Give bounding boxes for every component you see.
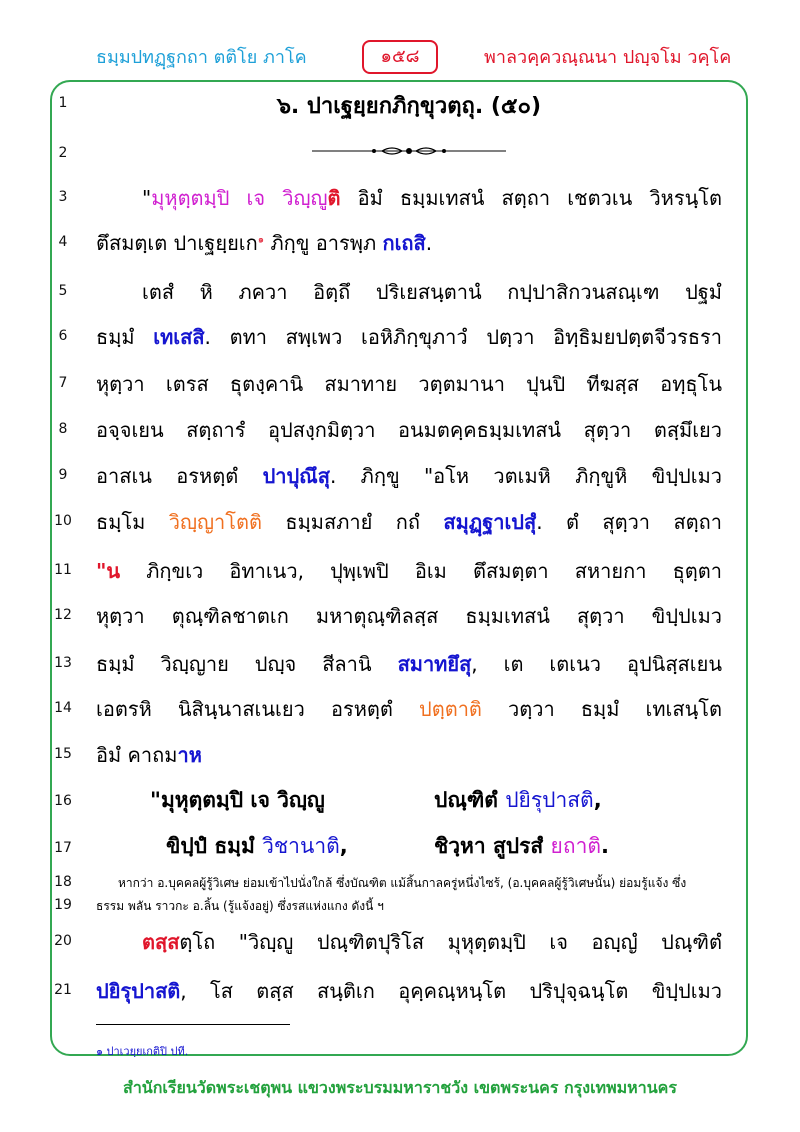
line-number: 1 bbox=[58, 95, 68, 111]
verse-line-2b: ชิวฺหา สูปรสํ ยถาติ. bbox=[434, 834, 609, 858]
line-number: 5 bbox=[58, 283, 68, 299]
line-number: 19 bbox=[54, 897, 72, 913]
text-line-21: ปยิรุปาสติ, โส ตสฺส สนฺติเก อุคฺคณฺหนฺโต ปริปุจฺฉนฺโต ขิปฺปเมว bbox=[96, 979, 722, 1003]
line-number: 3 bbox=[58, 189, 68, 205]
verse-line-1a: "มุหุตฺตมฺปิ เจ วิญฺญู bbox=[150, 788, 325, 812]
text-line-9: อาสเน อรหตฺตํ ปาปุณึสุ. ภิกฺขู "อโห วตเมหิ ภิกฺขูหิ ขิปฺปเมว bbox=[96, 464, 722, 488]
line-number: 14 bbox=[54, 700, 72, 716]
translation-line-1: หากว่า อ.บุคคลผู้รู้วิเศษ ย่อมเข้าไปนั่งใกล้ ซึ่งบัณฑิต แม้สิ้นกาลครู่หนึ่งไซร้, (อ.บุคคลผู้รู้วิเศษนั้น) ย่อมรู้แจ้ง ซึ่ง bbox=[118, 876, 687, 890]
line-number: 4 bbox=[58, 234, 68, 250]
footnote: ๑ ปาเวยฺยเกติปิ ปที. bbox=[96, 1045, 189, 1058]
ornament-divider bbox=[312, 144, 506, 158]
footnote-rule bbox=[96, 1024, 290, 1025]
text-line-5: เตสํ หิ ภควา อิตฺถึ ปริเยสนฺตานํ กปฺปาสิกวนสณฺเฑ ปฐมํ bbox=[142, 280, 722, 304]
text-line-11: "น ภิกฺขเว อิทาเนว, ปุพฺเพปิ อิเม ตึสมตฺตา สหายกา ธุตฺตา bbox=[96, 559, 722, 583]
page-number-box: ๑๕๘ bbox=[362, 40, 438, 74]
verse-line-2a: ขิปฺปํ ธมฺมํ วิชานาติ, bbox=[166, 834, 348, 858]
text-line-13: ธมฺมํ วิญฺญาย ปญฺจ สีลานิ สมาทยึสุ, เต เตเนว อุปนิสฺสเยน bbox=[96, 652, 722, 676]
line-number: 20 bbox=[54, 933, 72, 949]
text-line-14: เอตรหิ นิสินฺนาสเนเยว อรหตฺตํ ปตฺตาติ วตฺวา ธมฺมํ เทเสนฺโต bbox=[96, 697, 723, 721]
line-number: 9 bbox=[58, 467, 68, 483]
text-line-15: อิมํ คาถมาห bbox=[96, 743, 202, 767]
line-number: 2 bbox=[58, 145, 68, 161]
text-line-20: ตสฺสตฺโถ "วิญฺญู ปณฺฑิตปุริโส มุหุตฺตมฺปิ เจ อญฺญํ ปณฺฑิตํ bbox=[142, 930, 722, 954]
line-number: 21 bbox=[54, 982, 72, 998]
text-line-4: ตึสมตฺเต ปาเฐยฺยเก$^๑$ ภิกฺขู อารพฺภ กเถสิ. bbox=[96, 231, 433, 255]
line-number: 18 bbox=[54, 874, 72, 890]
text-line-10: ธมฺโม วิญฺญาโตติ ธมฺมสภายํ กถํ สมุฏฺฐาเปสุํ. ตํ สุตฺวา สตฺถา bbox=[96, 510, 722, 534]
verse-line-1b: ปณฺฑิตํ ปยิรุปาสติ, bbox=[434, 788, 602, 812]
line-number: 7 bbox=[58, 375, 68, 391]
page-footer: สำนักเรียนวัดพระเชตุพน แขวงพระบรมมหาราชวัง เขตพระนคร กรุงเทพมหานคร bbox=[123, 1078, 677, 1097]
line-number: 6 bbox=[58, 328, 68, 344]
text-line-3: "มุหุตฺตมฺปิ เจ วิญฺญูติ อิมํ ธมฺมเทสนํ สตฺถา เชตวเน วิหรนฺโต bbox=[142, 186, 723, 210]
section-title: ๖. ปาเฐยฺยกภิกฺขุวตฺถุ. (๕๐) bbox=[276, 94, 542, 119]
text-line-6: ธมฺมํ เทเสสิ. ตทา สพฺเพว เอหิภิกฺขุภาวํ ปตฺวา อิทฺธิมยปตฺตจีวรธรา bbox=[96, 325, 722, 349]
header-chapter-title: พาลวคฺควณฺณนา ปญฺจโม วคฺโค bbox=[484, 47, 732, 68]
line-number: 11 bbox=[54, 562, 72, 578]
line-number: 8 bbox=[58, 421, 68, 437]
line-number: 13 bbox=[54, 655, 72, 671]
line-number: 10 bbox=[54, 513, 72, 529]
translation-line-2: ธรรม พลัน ราวกะ อ.ลิ้น (รู้แจ้งอยู่) ซึ่งรสแห่งแกง ดังนี้ ฯ bbox=[96, 899, 384, 913]
line-number: 16 bbox=[54, 793, 72, 809]
line-number: 12 bbox=[54, 607, 72, 623]
text-line-8: อจฺจเยน สตฺถารํ อุปสงฺกมิตฺวา อนมตคฺคธมฺมเทสนํ สุตฺวา ตสฺมึเยว bbox=[96, 418, 722, 442]
text-line-7: หุตฺวา เตรส ธุตงฺคานิ สมาทาย วตฺตมานา ปุนปิ ทีฆสฺส อทฺธุโน bbox=[96, 372, 722, 396]
text-line-12: หุตฺวา ตุณฺฑิลชาตเก มหาตุณฺฑิลสฺส ธมฺมเทสนํ สุตฺวา ขิปฺปเมว bbox=[96, 604, 722, 628]
line-number: 17 bbox=[54, 840, 72, 856]
line-number: 15 bbox=[54, 746, 72, 762]
header-book-title: ธมฺมปทฏฺฐกถา ตติโย ภาโค bbox=[96, 47, 307, 68]
